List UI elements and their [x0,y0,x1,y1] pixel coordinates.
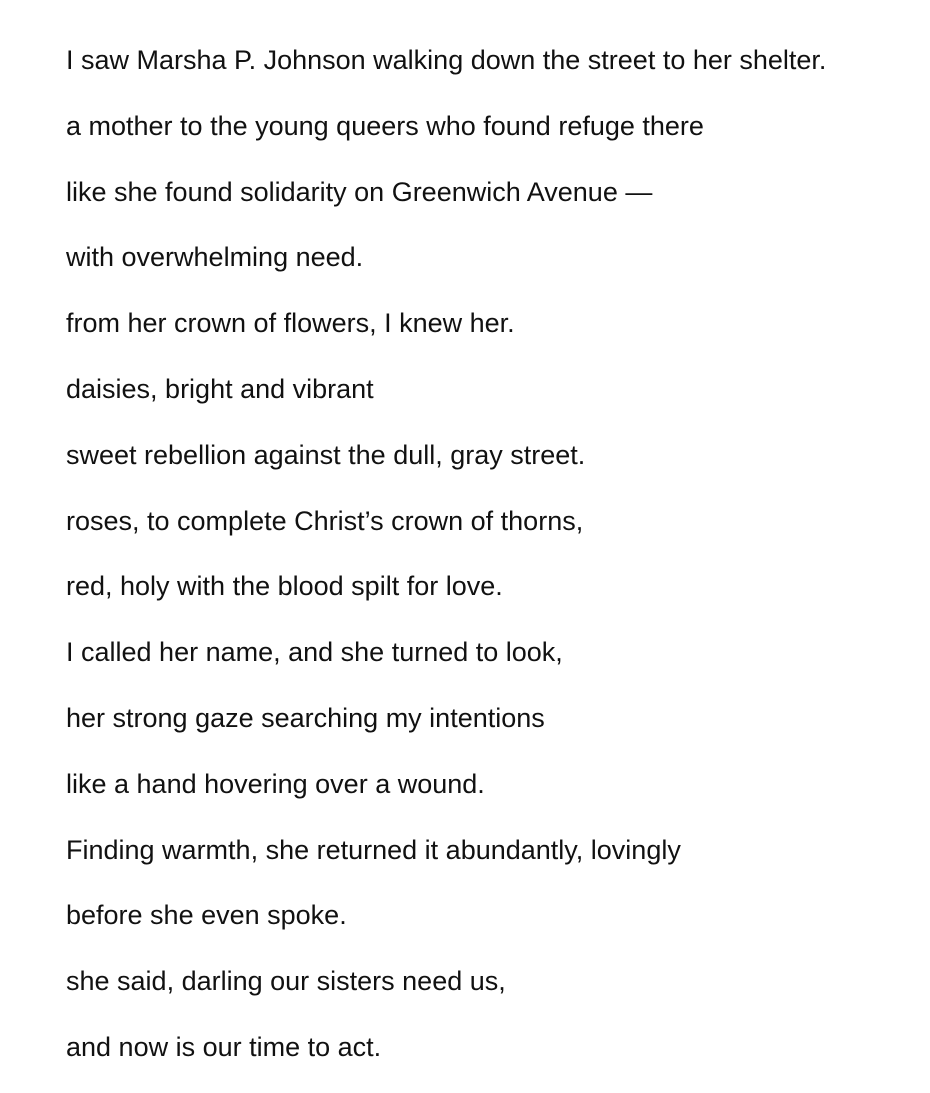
poem-line: daisies, bright and vibrant [66,373,374,404]
poem-line: red, holy with the blood spilt for love. [66,571,503,602]
poem-line: I called her name, and she turned to look, [66,637,563,668]
poem-text [66,40,826,1093]
poem-line: Finding warmth, she returned it abundantly, lovingly [66,834,681,865]
poem-line: a mother to the young queers who found refuge there [66,110,704,141]
poem-line: like a hand hovering over a wound. [66,768,485,799]
poem-line: sweet rebellion against the dull, gray street. [66,439,586,470]
poem-line: she said, darling our sisters need us, [66,966,506,997]
poem-line: with overwhelming need. [66,242,364,273]
poem-line: I saw Marsha P. Johnson walking down the street to her shelter. [66,45,827,75]
poem-line: like she found solidarity on Greenwich Avenue — [66,176,653,207]
poem-line: roses, to complete Christ’s crown of thorns, [66,505,584,536]
poem-line: and now is our time to act. [66,1031,382,1062]
poem-line: before she even spoke. [66,900,347,931]
poem-line: from her crown of flowers, I knew her. [66,308,515,339]
poem-line: her strong gaze searching my intentions [66,702,545,733]
